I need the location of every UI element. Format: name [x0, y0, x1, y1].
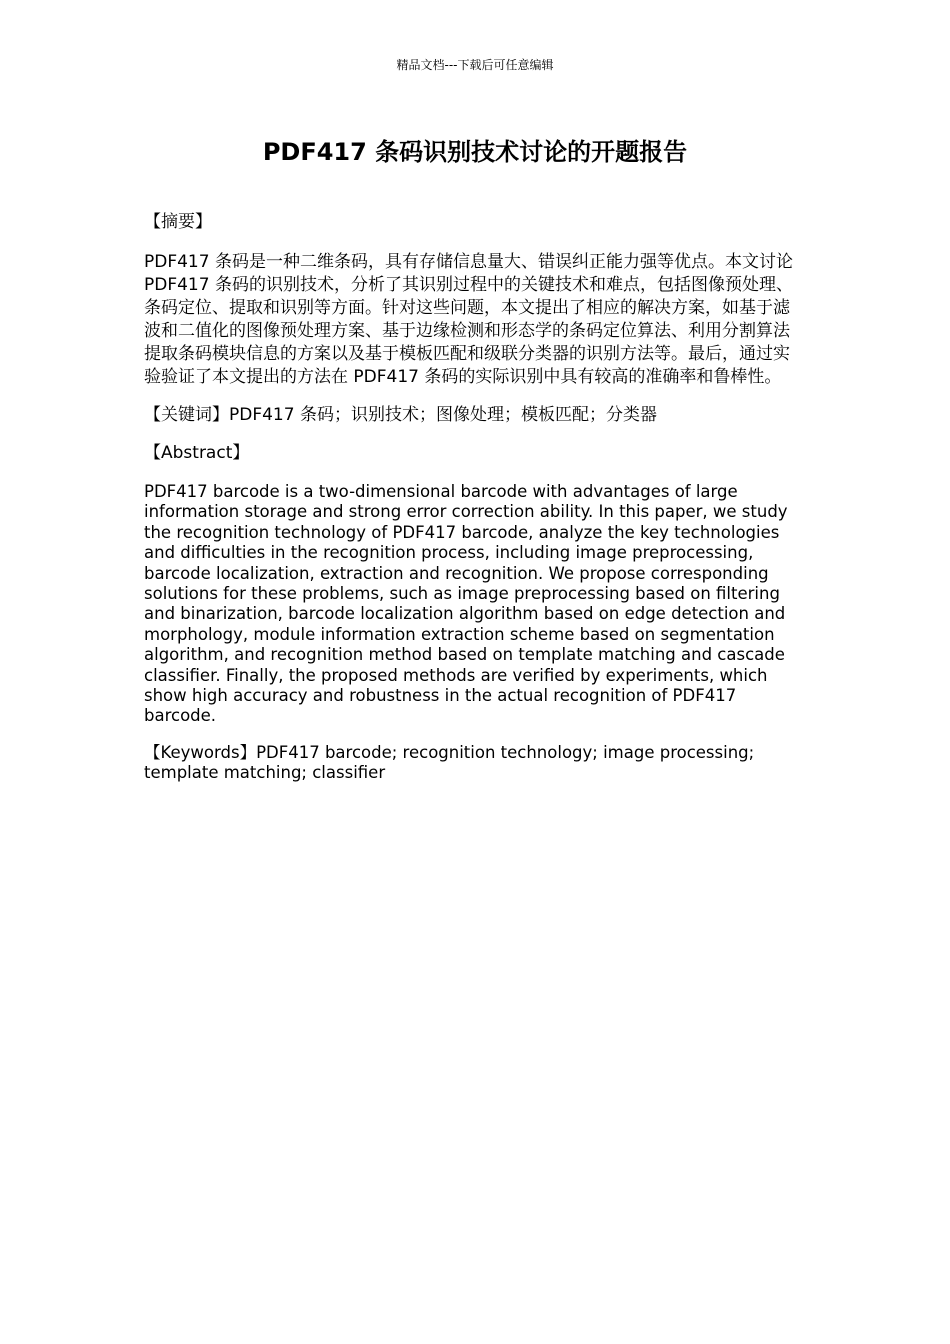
header-note: 精品文档---下载后可任意编辑 — [396, 58, 554, 72]
keywords-zh: 【关键词】PDF417 条码；识别技术；图像处理；模板匹配；分类器 — [144, 405, 657, 425]
abstract-zh-text: PDF417 条码是一种二维条码，具有存储信息量大、错误纠正能力强等优点。本文讨论 PDF417 条码的识别技术，分析了其识别过程中的关键技术和难点，包括图像预处理、条码定位、提取和识别等方面。针对这些问题，本文提出了相应的解决方案，如基于滤波和二值化的图像预处理方案、基于边缘检测和形态学的条码定位算法、利用分割算法提取条码模块信息的方案以及基于模板匹配和级联分类器的识别方法等。最后，通过实验验证了本文提出的方法在 PDF417 条码的实际识别中具有较高的准确率和鲁棒性。 — [144, 252, 793, 387]
keywords-en: 【Keywords】PDF417 barcode; recognition technology; image processing; template matching; classifier — [144, 742, 755, 783]
abstract-en-label: 【Abstract】 — [144, 443, 250, 463]
document-body — [144, 210, 802, 784]
document-title: PDF417 条码识别技术讨论的开题报告 — [262, 138, 688, 166]
abstract-en-text: PDF417 barcode is a two-dimensional barcode with advantages of large information storage and strong error correction ability. In this paper, we study the recognition technology of PDF417 barcode, analyze the key technologies and difficulties in the recognition process, including image preprocessing, barcode localization, extraction and recognition. We propose corresponding solutions for these problems, such as image preprocessing based on filtering and binarization, barcode localization algorithm based on edge detection and morphology, module information extraction scheme based on segmentation algorithm, and recognition method based on template matching and cascade classifier. Finally, the proposed methods are verified by experiments, which show high accuracy and robustness in the actual recognition of PDF417 barcode. — [144, 482, 788, 726]
abstract-zh-label: 【摘要】 — [144, 212, 212, 232]
